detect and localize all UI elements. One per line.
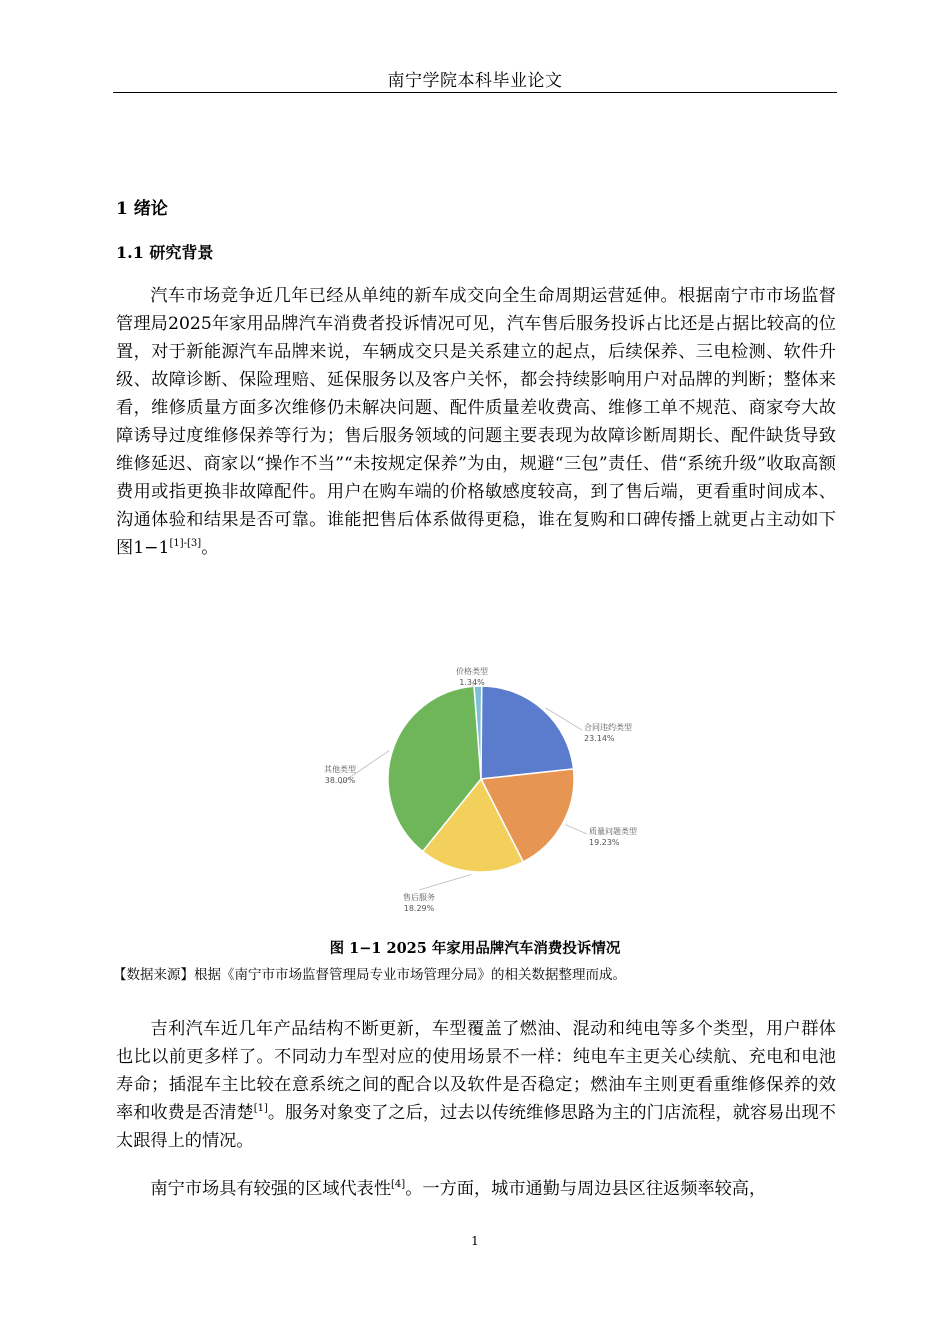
subsection-heading: 1.1 研究背景 [116,243,214,262]
pie-slice [481,686,573,779]
citation: [1] [253,1103,268,1114]
paragraph-text-end: 。 [201,538,219,558]
paragraph-text-end: 。服务对象变了之后，过去以传统维修思路为主的门店流程，就容易出现不太跟得上的情况。 [116,1103,836,1151]
slice-label: 其他类型 [324,765,356,774]
page-number: 1 [471,1234,479,1248]
slice-value-label: 18.29% [403,904,435,913]
paragraph-text-end: 。一方面，城市通勤与周边县区往返频率较高， [405,1179,767,1199]
paragraph-background [116,282,836,562]
section-heading: 1 绪论 [116,199,168,219]
slice-label: 质量问题类型 [589,827,637,836]
paragraph-nanning [116,1175,836,1203]
slice-value-label: 38.00% [324,776,356,785]
slice-label: 合同违约类型 [584,723,632,732]
figure-source-note: 【数据来源】根据《南宁市市场监督管理局专业市场管理分局》的相关数据整理而成。 [113,967,626,983]
leader-line [565,825,587,834]
figure-caption: 图 1−1 2025 年家用品牌汽车消费投诉情况 [329,940,621,957]
slice-label: 售后服务 [403,893,435,902]
citation: [1]-[3] [169,538,202,549]
slice-value-label: 19.23% [589,838,620,847]
slice-value-label: 23.14% [584,734,615,743]
paragraph-geely [116,1015,836,1155]
figure-pie-chart [316,662,672,918]
slice-label: 价格类型 [456,667,488,676]
page-header-title: 南宁学院本科毕业论文 [387,71,563,91]
pie-chart-svg [316,662,672,918]
leader-line [419,874,471,890]
paragraph-text: 吉利汽车近几年产品结构不断更新，车型覆盖了燃油、混动和纯电等多个类型，用户群体也比以前更多样了。不同动力车型对应的使用场景不一样：纯电车主更关心续航、充电和电池寿命；插混车主比较在意系统之间的配合以及软件是否稳定；燃油车主则更看重维修保养的效率和收费是否清楚 [116,1019,836,1123]
citation: [4] [391,1179,406,1190]
paragraph-text: 汽车市场竞争近几年已经从单纯的新车成交向全生命周期运营延伸。根据南宁市市场监督管理局2025年家用品牌汽车消费者投诉情况可见，汽车售后服务投诉占比还是占据比较高的位置，对于新能源汽车品牌来说，车辆成交只是关系建立的起点，后续保养、三电检测、软件升级、故障诊断、保险理赔、延保服务以及客户关怀，都会持续影响用户对品牌的判断；整体来看，维修质量方面多次维修仍未解决问题、配件质量差收费高、维修工单不规范、商家夸大故障诱导过度维修保养等行为；售后服务领域的问题主要表现为故障诊断周期长、配件缺货导致维修延迟、商家以“操作不当”“未按规定保养”为由，规避“三包”责任、借“系统升级”收取高额费用或指更换非故障配件。用户在购车端的价格敏感度较高，到了售后端，更看重时间成本、沟通体验和结果是否可靠。谁能把售后体系做得更稳，谁在复购和口碑传播上就更占主动如下图1−1 [116,286,836,558]
header-divider [113,92,837,93]
slice-value-label: 1.34% [459,678,485,687]
paragraph-text: 南宁市场具有较强的区域代表性 [150,1179,392,1199]
